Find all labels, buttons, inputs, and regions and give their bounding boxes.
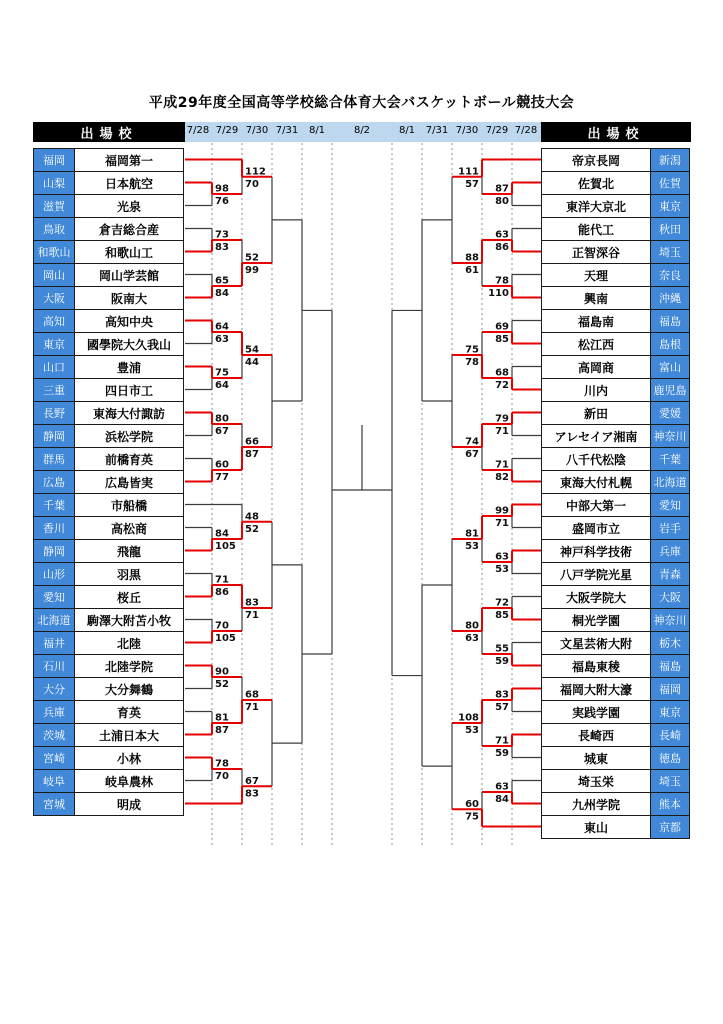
school-name: 福岡大附大濠 <box>541 677 651 701</box>
match-score: 63 <box>495 229 509 241</box>
prefecture-label: 東京 <box>650 194 690 218</box>
school-name: 埼玉栄 <box>541 769 651 793</box>
match-score: 80 <box>465 620 479 632</box>
school-name: 羽黒 <box>74 562 184 586</box>
prefecture-label: 長崎 <box>650 723 690 747</box>
match-score: 77 <box>215 472 229 483</box>
prefecture-label: 鳥取 <box>33 217 75 241</box>
school-name: 國學院大久我山 <box>74 332 184 356</box>
school-name: 浜松学院 <box>74 424 184 448</box>
school-name: 天理 <box>541 263 651 287</box>
match-score: 80 <box>215 413 229 425</box>
school-name: 育英 <box>74 700 184 724</box>
prefecture-label: 沖縄 <box>650 286 690 310</box>
prefecture-label: 千葉 <box>650 447 690 471</box>
school-name: 福島南 <box>541 309 651 333</box>
school-name: 松江西 <box>541 332 651 356</box>
prefecture-label: 埼玉 <box>650 240 690 264</box>
school-name: 高岡商 <box>541 355 651 379</box>
match-score: 71 <box>495 735 509 747</box>
match-score: 60 <box>215 459 229 471</box>
match-score: 44 <box>245 357 259 368</box>
school-name: 帝京長岡 <box>541 148 651 172</box>
date-label: 7/31 <box>425 125 449 136</box>
prefecture-label: 岐阜 <box>33 769 75 793</box>
match-score: 84 <box>215 528 229 540</box>
school-name: 東洋大京北 <box>541 194 651 218</box>
match-score: 72 <box>495 597 509 609</box>
school-name: 土浦日本大 <box>74 723 184 747</box>
prefecture-label: 徳島 <box>650 746 690 770</box>
match-score: 53 <box>465 541 479 552</box>
school-name: 城東 <box>541 746 651 770</box>
match-score: 70 <box>215 620 229 632</box>
prefecture-label: 福島 <box>650 654 690 678</box>
date-label: 7/28 <box>186 125 210 136</box>
prefecture-label: 大分 <box>33 677 75 701</box>
match-score: 52 <box>245 523 259 535</box>
school-name: 九州学院 <box>541 792 651 816</box>
prefecture-label: 鹿児島 <box>650 378 690 402</box>
match-score: 81 <box>215 712 229 724</box>
prefecture-label: 大阪 <box>650 585 690 609</box>
match-score: 68 <box>495 367 509 379</box>
school-name: 倉吉総合産 <box>74 217 184 241</box>
match-score: 111 <box>458 166 479 178</box>
school-name: 能代工 <box>541 217 651 241</box>
prefecture-label: 福井 <box>33 631 75 655</box>
prefecture-label: 愛知 <box>33 585 75 609</box>
school-name: 駒澤大附苫小牧 <box>74 608 184 632</box>
prefecture-label: 福岡 <box>650 677 690 701</box>
match-score: 84 <box>495 794 509 805</box>
match-score: 60 <box>465 798 479 810</box>
prefecture-label: 宮崎 <box>33 746 75 770</box>
school-name: 大阪学院大 <box>541 585 651 609</box>
match-score: 54 <box>245 344 259 356</box>
prefecture-label: 新潟 <box>650 148 690 172</box>
prefecture-label: 神奈川 <box>650 608 690 632</box>
school-name: 正智深谷 <box>541 240 651 264</box>
school-name: 小林 <box>74 746 184 770</box>
school-name: 興南 <box>541 286 651 310</box>
prefecture-label: 大阪 <box>33 286 75 310</box>
school-name: 四日市工 <box>74 378 184 402</box>
match-score: 52 <box>245 252 259 264</box>
match-score: 72 <box>495 380 509 391</box>
match-score: 69 <box>495 321 509 333</box>
match-score: 85 <box>495 610 509 621</box>
school-name: 中部大第一 <box>541 493 651 517</box>
match-score: 83 <box>495 689 509 701</box>
prefecture-label: 愛知 <box>650 493 690 517</box>
match-score: 52 <box>215 679 229 690</box>
match-score: 82 <box>495 472 509 483</box>
prefecture-label: 香川 <box>33 516 75 540</box>
match-score: 112 <box>245 166 266 178</box>
match-score: 70 <box>215 771 229 782</box>
match-score: 86 <box>215 587 229 598</box>
prefecture-label: 埼玉 <box>650 769 690 793</box>
school-name: 北陸 <box>74 631 184 655</box>
school-name: 飛龍 <box>74 539 184 563</box>
match-score: 90 <box>215 666 229 678</box>
match-score: 71 <box>495 459 509 471</box>
match-score: 75 <box>465 344 479 356</box>
match-score: 63 <box>215 334 229 345</box>
match-score: 98 <box>215 183 229 195</box>
date-label: 7/29 <box>485 125 509 136</box>
school-name: 高松商 <box>74 516 184 540</box>
school-name: 新田 <box>541 401 651 425</box>
school-name: 神戸科学技術 <box>541 539 651 563</box>
date-label: 7/28 <box>514 125 538 136</box>
match-score: 67 <box>465 449 479 460</box>
school-name: アレセイア湘南 <box>541 424 651 448</box>
prefecture-label: 神奈川 <box>650 424 690 448</box>
match-score: 57 <box>495 702 509 713</box>
school-name: 明成 <box>74 792 184 816</box>
prefecture-label: 山口 <box>33 355 75 379</box>
school-name: 福島東稜 <box>541 654 651 678</box>
school-name: 前橋育英 <box>74 447 184 471</box>
prefecture-label: 山形 <box>33 562 75 586</box>
prefecture-label: 京都 <box>650 815 690 839</box>
match-score: 63 <box>465 633 479 644</box>
prefecture-label: 島根 <box>650 332 690 356</box>
match-score: 81 <box>465 528 479 540</box>
prefecture-label: 兵庫 <box>650 539 690 563</box>
prefecture-label: 静岡 <box>33 424 75 448</box>
match-score: 67 <box>245 775 259 787</box>
match-score: 63 <box>495 551 509 563</box>
prefecture-label: 和歌山 <box>33 240 75 264</box>
match-score: 59 <box>495 656 509 667</box>
match-score: 71 <box>495 426 509 437</box>
school-name: 北陸学院 <box>74 654 184 678</box>
match-score: 59 <box>495 748 509 759</box>
match-score: 87 <box>495 183 509 195</box>
prefecture-label: 秋田 <box>650 217 690 241</box>
school-name: 長崎西 <box>541 723 651 747</box>
prefecture-label: 栃木 <box>650 631 690 655</box>
date-label: 7/30 <box>245 125 269 136</box>
school-name: 東海大付札幌 <box>541 470 651 494</box>
prefecture-label: 福島 <box>650 309 690 333</box>
prefecture-label: 北海道 <box>33 608 75 632</box>
prefecture-label: 北海道 <box>650 470 690 494</box>
prefecture-label: 奈良 <box>650 263 690 287</box>
school-name: 川内 <box>541 378 651 402</box>
prefecture-label: 青森 <box>650 562 690 586</box>
school-name: 高知中央 <box>74 309 184 333</box>
prefecture-label: 石川 <box>33 654 75 678</box>
date-label: 8/1 <box>398 125 416 136</box>
school-name: 東海大付諏訪 <box>74 401 184 425</box>
match-score: 87 <box>215 725 229 736</box>
match-score: 86 <box>495 242 509 253</box>
school-name: 実践学園 <box>541 700 651 724</box>
school-name: 文星芸術大附 <box>541 631 651 655</box>
match-score: 76 <box>215 196 229 207</box>
match-score: 80 <box>495 196 509 207</box>
match-score: 71 <box>495 518 509 529</box>
prefecture-label: 群馬 <box>33 447 75 471</box>
date-label: 8/2 <box>353 125 371 136</box>
prefecture-label: 東京 <box>650 700 690 724</box>
match-score: 64 <box>215 380 229 391</box>
school-name: 桐光学園 <box>541 608 651 632</box>
match-score: 85 <box>495 334 509 345</box>
school-name: 八戸学院光星 <box>541 562 651 586</box>
match-score: 79 <box>495 413 509 425</box>
prefecture-label: 静岡 <box>33 539 75 563</box>
prefecture-label: 滋賀 <box>33 194 75 218</box>
match-score: 57 <box>465 178 479 190</box>
match-score: 99 <box>245 265 259 276</box>
match-score: 71 <box>245 610 259 621</box>
match-score: 65 <box>215 275 229 287</box>
date-label: 7/29 <box>215 125 239 136</box>
school-name: 東山 <box>541 815 651 839</box>
right-participants-header: 出場校 <box>541 122 691 142</box>
match-score: 78 <box>215 758 229 770</box>
match-score: 108 <box>458 712 479 724</box>
school-name: 広島皆実 <box>74 470 184 494</box>
prefecture-label: 高知 <box>33 309 75 333</box>
match-score: 73 <box>215 229 229 241</box>
match-score: 88 <box>465 252 479 264</box>
school-name: 佐賀北 <box>541 171 651 195</box>
match-score: 63 <box>495 781 509 793</box>
match-score: 84 <box>215 288 229 299</box>
prefecture-label: 広島 <box>33 470 75 494</box>
match-score: 75 <box>465 811 479 823</box>
school-name: 福岡第一 <box>74 148 184 172</box>
school-name: 八千代松陰 <box>541 447 651 471</box>
match-score: 67 <box>215 426 229 437</box>
school-name: 豊浦 <box>74 355 184 379</box>
prefecture-label: 岩手 <box>650 516 690 540</box>
prefecture-label: 茨城 <box>33 723 75 747</box>
date-label: 8/1 <box>308 125 326 136</box>
prefecture-label: 千葉 <box>33 493 75 517</box>
match-score: 53 <box>465 725 479 736</box>
school-name: 大分舞鶴 <box>74 677 184 701</box>
prefecture-label: 愛媛 <box>650 401 690 425</box>
prefecture-label: 山梨 <box>33 171 75 195</box>
school-name: 日本航空 <box>74 171 184 195</box>
prefecture-label: 東京 <box>33 332 75 356</box>
prefecture-label: 佐賀 <box>650 171 690 195</box>
match-score: 87 <box>245 449 259 460</box>
match-score: 64 <box>215 321 229 333</box>
prefecture-label: 福岡 <box>33 148 75 172</box>
match-score: 61 <box>465 265 479 276</box>
school-name: 市船橋 <box>74 493 184 517</box>
match-score: 68 <box>245 689 259 701</box>
prefecture-label: 熊本 <box>650 792 690 816</box>
prefecture-label: 長野 <box>33 401 75 425</box>
match-score: 83 <box>245 597 259 609</box>
match-score: 99 <box>495 505 509 517</box>
tournament-title: 平成29年度全国高等学校総合体育大会バスケットボール競技大会 <box>148 95 575 111</box>
match-score: 78 <box>465 357 479 368</box>
match-score: 110 <box>488 288 509 299</box>
match-score: 83 <box>245 788 259 800</box>
school-name: 岐阜農林 <box>74 769 184 793</box>
date-label: 7/31 <box>275 125 299 136</box>
match-score: 70 <box>245 178 259 190</box>
date-label: 7/30 <box>455 125 479 136</box>
left-participants-header: 出場校 <box>33 122 185 142</box>
school-name: 光泉 <box>74 194 184 218</box>
prefecture-label: 宮城 <box>33 792 75 816</box>
match-score: 74 <box>465 436 479 448</box>
match-score: 66 <box>245 436 259 448</box>
match-score: 78 <box>495 275 509 287</box>
match-score: 83 <box>215 242 229 253</box>
match-score: 71 <box>215 574 229 586</box>
match-score: 105 <box>215 541 236 552</box>
match-score: 55 <box>495 643 509 655</box>
match-score: 105 <box>215 633 236 644</box>
school-name: 阪南大 <box>74 286 184 310</box>
match-score: 71 <box>245 702 259 713</box>
school-name: 岡山学芸館 <box>74 263 184 287</box>
prefecture-label: 富山 <box>650 355 690 379</box>
match-score: 53 <box>495 564 509 575</box>
match-score: 48 <box>245 511 259 523</box>
school-name: 和歌山工 <box>74 240 184 264</box>
school-name: 桜丘 <box>74 585 184 609</box>
prefecture-label: 兵庫 <box>33 700 75 724</box>
school-name: 盛岡市立 <box>541 516 651 540</box>
match-score: 75 <box>215 367 229 379</box>
prefecture-label: 三重 <box>33 378 75 402</box>
prefecture-label: 岡山 <box>33 263 75 287</box>
